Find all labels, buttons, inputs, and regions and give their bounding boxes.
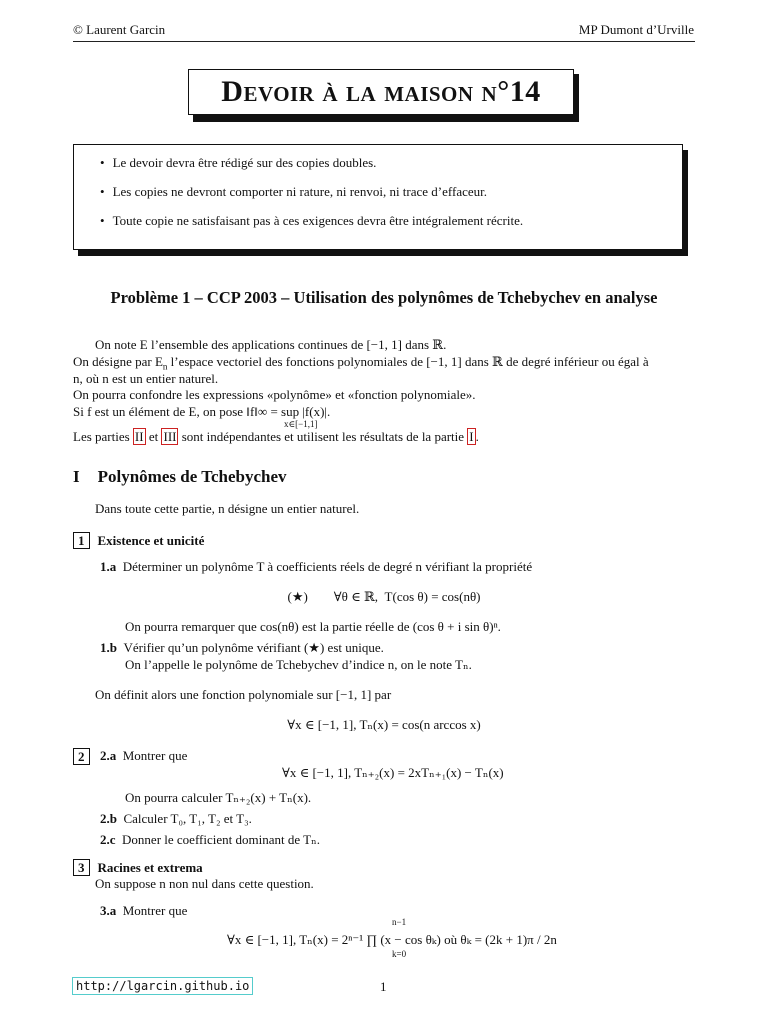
q2a-equation: ∀x ∈ [−1, 1], Tₙ₊₂(x) = 2xTₙ₊₁(x) − Tₙ(x) — [282, 765, 504, 780]
q3a-equation: ∀x ∈ [−1, 1], Tₙ(x) = 2ⁿ⁻¹ ∏ (x − cos θₖ) où θₖ = (2k + 1)π / 2n — [227, 932, 557, 947]
rules-box — [73, 144, 683, 250]
intro-line-4: On pourra confondre les expressions «polynôme» et «fonction polynomiale». — [73, 387, 476, 402]
q2a: 2.a Montrer que — [100, 748, 188, 763]
definition-equation: ∀x ∈ [−1, 1], Tₙ(x) = cos(n arccos x) — [287, 717, 481, 732]
intro-line-6: Les parties II et III sont indépendantes et utilisent les résultats de la partie I . — [73, 429, 479, 444]
q3-intro: On suppose n non nul dans cette question. — [95, 876, 314, 891]
question-2-heading: 2 — [73, 748, 98, 765]
section-heading: I Polynômes de Tchebychev — [73, 467, 287, 486]
rule-item: • Le devoir devra être rédigé sur des copies doubles. — [100, 155, 682, 184]
page-number: 1 — [380, 979, 387, 994]
q3a: 3.a Montrer que — [100, 903, 188, 918]
sup-subscript: x∈[−1,1] — [284, 419, 318, 429]
link-part-2[interactable]: II — [134, 429, 144, 444]
q2c: 2.c Donner le coefficient dominant de Tₙ. — [100, 832, 320, 847]
link-part-1[interactable]: I — [469, 429, 474, 444]
rule-item: • Les copies ne devront comporter ni rature, ni renvoi, ni trace d’effaceur. — [100, 184, 682, 213]
title-box — [188, 69, 574, 115]
definition-text: On définit alors une fonction polynomiale sur [−1, 1] par — [95, 687, 392, 702]
header-rule — [73, 41, 695, 42]
rule-item: • Toute copie ne satisfaisant pas à ces exigences devra être intégralement récrite. — [100, 213, 682, 242]
question-3-heading: 3 Racines et extrema — [73, 859, 203, 876]
intro-line-3: n, où n est un entier naturel. — [73, 371, 219, 386]
question-1-heading: 1 Existence et unicité — [73, 532, 204, 549]
link-part-3[interactable]: III — [163, 429, 177, 444]
product-lower-bound: k=0 — [392, 949, 407, 959]
header-right: MP Dumont d’Urville — [578, 22, 694, 37]
header-left: © Laurent Garcin — [73, 22, 166, 37]
intro-line-1: On note E l’ensemble des applications continues de [−1, 1] dans ℝ. — [95, 337, 447, 352]
q1b-line2: On l’appelle le polynôme de Tchebychev d’indice n, on le note Tₙ. — [125, 657, 472, 672]
problem-title: Problème 1 – CCP 2003 – Utilisation des polynômes de Tchebychev en analyse — [110, 288, 658, 307]
q1a-hint: On pourra remarquer que cos(nθ) est la partie réelle de (cos θ + i sin θ)ⁿ. — [125, 619, 501, 634]
star-equation: (★) ∀θ ∈ ℝ, T(cos θ) = cos(nθ) — [287, 589, 481, 604]
q2b: 2.b Calculer T₀, T₁, T₂ et T₃. — [100, 811, 252, 826]
intro-line-5: Si f est un élément de E, on pose ‖f‖∞ = sup |f(x)|. — [73, 404, 331, 419]
page-title: Devoir à la maison n°14 — [221, 75, 541, 108]
q2a-hint: On pourra calculer Tₙ₊₂(x) + Tₙ(x). — [125, 790, 312, 805]
q1a: 1.a Déterminer un polynôme T à coefficients réels de degré n vérifiant la propriété — [100, 559, 533, 574]
intro-line-2: On désigne par $E_n$ l’espace vectoriel des fonctions polynomiales de [−1, 1] dans ℝ de degré inférieur ou égal à — [73, 354, 649, 372]
section-intro: Dans toute cette partie, n désigne un entier naturel. — [95, 501, 360, 516]
product-upper-bound: n−1 — [392, 917, 407, 927]
q1b: 1.b Vérifier qu’un polynôme vérifiant (★) est unique. — [100, 640, 384, 655]
footer-url-link[interactable]: http://lgarcin.github.io — [72, 977, 253, 995]
